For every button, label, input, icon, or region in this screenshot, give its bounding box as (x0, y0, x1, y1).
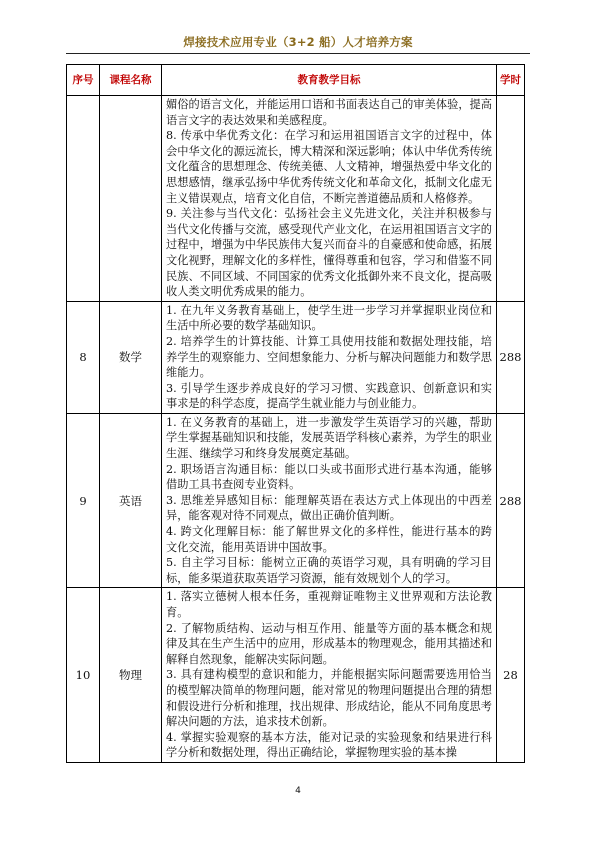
goal-item: 2. 培养学生的计算技能、计算工具使用技能和数据处理技能，培养学生的观察能力、空间想象能力、分析与解决问题能力和数学思维能力。 (166, 334, 492, 380)
col-header-num: 序号 (67, 65, 100, 96)
row-course: 英语 (100, 413, 162, 588)
page-number: 4 (295, 786, 301, 796)
goal-item: 4. 跨文化理解目标：能了解世界文化的多样性，能进行基本的跨文化交流，能用英语讲中国故事。 (166, 525, 492, 554)
table-row (67, 588, 525, 763)
goal-item: 1. 在九年义务教育基础上，使学生进一步学习并掌握职业岗位和生活中所必要的数学基础知识。 (166, 303, 492, 333)
goal-item: 2. 职场语言沟通目标：能以口头或书面形式进行基本沟通，能够借助工具书查阅专业资料。 (166, 462, 492, 492)
row-hours: 28 (497, 588, 525, 763)
goal-item: 8. 传承中华优秀文化：在学习和运用祖国语言文字的过程中，体会中华文化的源远流长，博大精深和深远影响；体认中华优秀传统文化蕴含的思想理念、传统美德、人文精神，增强热爱中华文化的思想感情，继承弘扬中华优秀传统文化和革命文化，抵制文化虚无主义错误观点，培育文化自信，不断完善道德品质和人格修养。 (166, 129, 492, 205)
goal-item: 2. 了解物质结构、运动与相互作用、能量等方面的基本概念和规律及其在生产生活中的应用，形成基本的物理观念，能用其描述和解释自然现象，能解决实际问题。 (166, 621, 492, 666)
goal-item: 3. 引导学生逐步养成良好的学习习惯、实践意识、创新意识和实事求是的科学态度，提高学生就业能力与创业能力。 (166, 381, 492, 411)
row-goals (162, 301, 497, 413)
row-hours: 288 (497, 413, 525, 588)
col-header-hours: 学时 (497, 65, 525, 96)
col-header-goals: 教育教学目标 (162, 65, 497, 96)
goal-item: 1. 在义务教育的基础上，进一步激发学生英语学习的兴趣，帮助学生掌握基础知识和技能，发展英语学科核心素养，为学生的职业生涯、继续学习和终身发展奠定基础。 (166, 415, 492, 461)
row-course: 数学 (100, 301, 162, 413)
goal-item: 媚俗的语言文化，并能运用口语和书面表达自己的审美体验，提高语言文字的表达效果和美感程度。 (166, 98, 492, 127)
row-goals (162, 588, 497, 763)
goal-item: 1. 落实立德树人根本任务，重视辩证唯物主义世界观和方法论教育。 (166, 590, 492, 619)
table-row (67, 301, 525, 413)
row-goals (162, 96, 497, 302)
goal-item: 5. 自主学习目标：能树立正确的英语学习观，具有明确的学习目标，能多渠道获取英语学习资源，能有效规划个人的学习。 (166, 556, 492, 585)
row-course (100, 96, 162, 302)
table-header-row (67, 65, 525, 96)
row-hours (497, 96, 525, 302)
row-num: 10 (67, 588, 100, 763)
table-row (67, 96, 525, 302)
page-title: 焊接技术应用专业（3+2 船）人才培养方案 (183, 35, 413, 49)
row-num (67, 96, 100, 302)
goal-item: 4. 掌握实验观察的基本方法，能对记录的实验现象和结果进行科学分析和数据处理，得出正确结论，掌握物理实验的基本操 (166, 730, 492, 760)
table-row (67, 413, 525, 588)
row-num: 8 (67, 301, 100, 413)
curriculum-table (66, 64, 525, 763)
goal-item: 9. 关注参与当代文化：弘扬社会主义先进文化，关注并积极参与当代文化传播与交流，感受现代产业文化，在运用祖国语言文字的过程中，增强为中华民族伟大复兴而奋斗的自豪感和使命感，拓展文化视野，理解文化的多样性，懂得尊重和包容，学习和借鉴不同民族、不同区域、不同国家的优秀文化抵御外来不良文化，提高吸收人类文明优秀成果的能力。 (166, 207, 492, 299)
row-num: 9 (67, 413, 100, 588)
header-rule (66, 53, 530, 54)
row-hours: 288 (497, 301, 525, 413)
goal-item: 3. 思维差异感知目标：能理解英语在表达方式上体现出的中西差异，能客观对待不同观点，做出正确价值判断。 (166, 493, 492, 523)
goal-item: 3. 具有建构模型的意识和能力，并能根据实际问题需要选用恰当的模型解决简单的物理问题，能对常见的物理问题提出合理的猜想和假设进行分析和推理，找出规律、形成结论，能从不同角度思考解决问题的方法，追求技术创新。 (166, 668, 492, 729)
col-header-course: 课程名称 (100, 65, 162, 96)
row-course: 物理 (100, 588, 162, 763)
row-goals (162, 413, 497, 588)
